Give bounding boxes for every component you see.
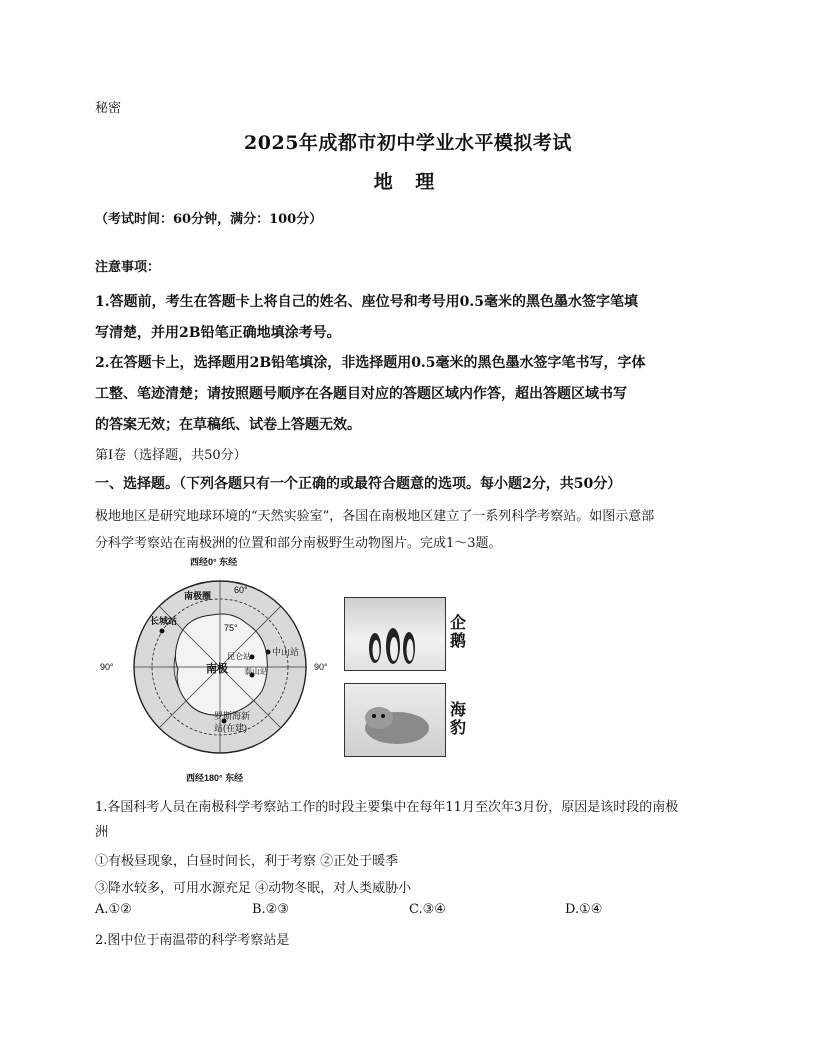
exam-time: （考试时间：60分钟，满分：100分） [95, 212, 323, 227]
part-heading: 第Ⅰ卷（选择题，共50分） [95, 448, 247, 463]
subject-title: 地 理 [373, 171, 443, 193]
option-b[interactable]: B.②③ [252, 902, 289, 917]
changcheng-dot [160, 629, 165, 634]
notice-heading: 注意事项： [95, 260, 161, 275]
taishan-label: 泰山站 [244, 667, 268, 676]
map-right-label: 90° [314, 662, 328, 672]
seal-photo [344, 683, 446, 757]
map-top-label: 西经0° 东经 [190, 557, 238, 567]
q1-stem: 1.各国科考人员在南极科学考察站工作的时段主要集中在每年11月至次年3月份，原因是该时段的南极 [95, 800, 679, 815]
lat-75-label: 75° [224, 623, 238, 633]
map-left-label: 90° [100, 662, 114, 672]
antarctic-circle-label: 南极圈 [184, 591, 212, 601]
notice-line: 的答案无效；在草稿纸、试卷上答题无效。 [95, 417, 361, 433]
secret-label: 秘密 [95, 101, 122, 116]
exam-title: 2025年成都市初中学业水平模拟考试 [244, 132, 572, 154]
notice-line: 2.在答题卡上，选择题用2B铅笔填涂，非选择题用0.5毫米的黑色墨水签字笔书写，字体 [95, 355, 646, 371]
changcheng-label: 长城站 [150, 616, 178, 626]
map-bottom-label: 西经180° 东经 [186, 773, 244, 783]
q1-statements-1: ①有极昼现象，白昼时间长，利于考察 ②正处于暖季 [95, 854, 399, 869]
intro-line: 极地地区是研究地球环境的“天然实验室”，各国在南极地区建立了一系列科学考察站。如图示意部 [95, 509, 655, 524]
antarctica-map [100, 555, 343, 785]
lat-60-label: 60° [234, 585, 248, 595]
notice-line: 1.答题前，考生在答题卡上将自己的姓名、座位号和考号用0.5毫米的黑色墨水签字笔填 [95, 294, 638, 310]
notice-line: 工整、笔迹清楚；请按照题号顺序在各题目对应的答题区域内作答，超出答题区域书写 [95, 386, 627, 402]
penguin-image [345, 598, 445, 670]
intro-line: 分科学考察站在南极洲的位置和部分南极野生动物图片。完成1～3题。 [95, 536, 502, 551]
q1-stem-cont: 洲 [95, 825, 109, 840]
q2-stem: 2.图中位于南温带的科学考察站是 [95, 933, 290, 948]
zhongshan-dot [266, 650, 271, 655]
penguin-photo [344, 597, 446, 671]
option-d[interactable]: D.①④ [565, 902, 603, 917]
seal-image [345, 684, 445, 756]
kunlun-label: 昆仑站 [227, 652, 251, 661]
ross-label-2: 站(在建) [214, 723, 247, 733]
q1-statements-2: ③降水较多，可用水源充足 ④动物冬眠，对人类威胁小 [95, 881, 412, 896]
zhongshan-label: 中山站 [272, 647, 300, 657]
map-figure [100, 555, 343, 785]
ross-label: 罗斯海新 [214, 711, 251, 721]
section-heading: 一、选择题。（下列各题只有一个正确的或最符合题意的选项。每小题2分，共50分） [95, 476, 622, 492]
south-pole-label: 南极 [206, 663, 228, 675]
seal-caption: 海豹 [450, 700, 467, 737]
option-a[interactable]: A.①② [95, 902, 132, 917]
option-c[interactable]: C.③④ [409, 902, 446, 917]
penguin-caption: 企鹅 [450, 613, 467, 650]
notice-line: 写清楚，并用2B铅笔正确地填涂考号。 [95, 325, 341, 341]
